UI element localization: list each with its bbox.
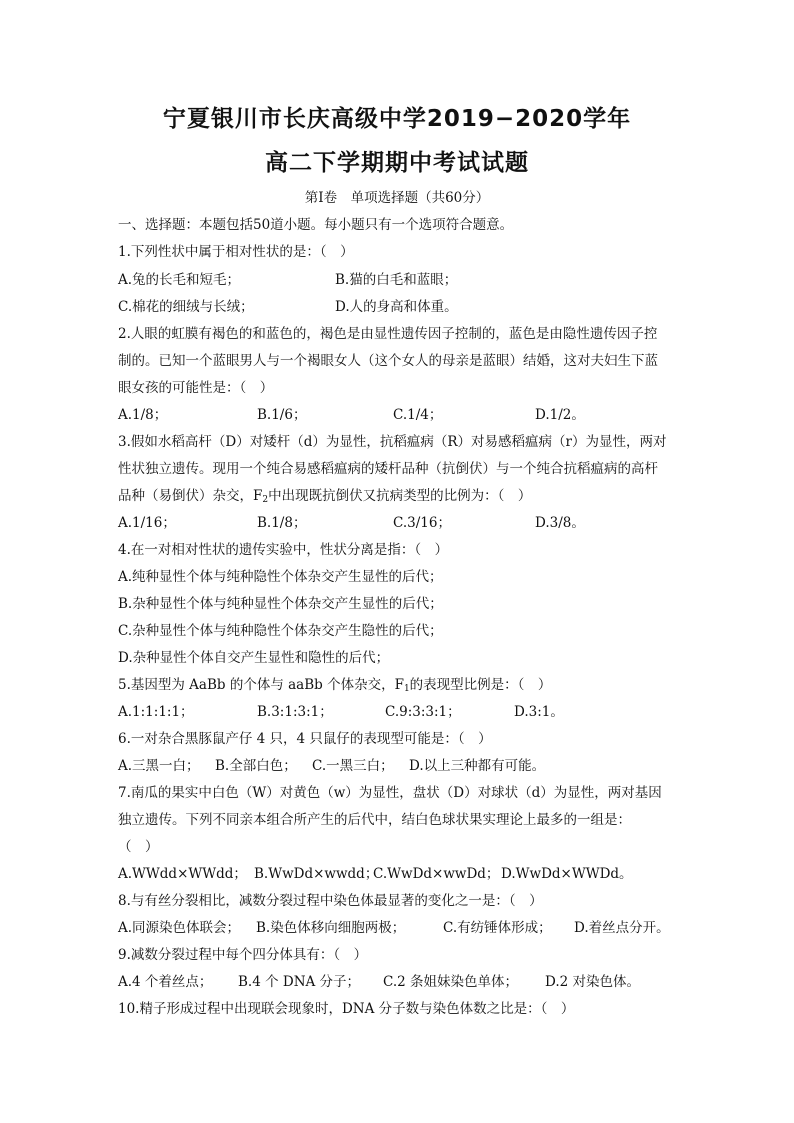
q10-stem: 10.精子形成过程中出现联会现象时，DNA 分子数与染色体数之比是：（ ）	[118, 1001, 575, 1017]
q8-stem: 8.与有丝分裂相比，减数分裂过程中染色体最显著的变化之一是：（ ）	[118, 893, 543, 909]
q1-option-d: D.人的身高和体重。	[335, 299, 458, 315]
q8-option-c: C.有纺锤体形成；	[443, 920, 552, 936]
q9-option-c: C.2 条姐妹染色单体；	[383, 974, 519, 990]
q7-stem-line2: 独立遗传。下列不同亲本组合所产生的后代中，结白色球状果实理论上最多的一组是：	[118, 812, 631, 828]
q5-stem: 5.基因型为 AaBb 的个体与 aaBb 个体杂交，$F_1$的表现型比例是：（ ）	[118, 677, 552, 694]
q2-option-b: B.1/6；	[257, 407, 307, 423]
q6-option-d: D.以上三种都有可能。	[409, 758, 546, 774]
q9-option-a: A.4 个着丝点；	[118, 974, 213, 990]
q5-option-b: B.3:1:3:1；	[257, 704, 333, 720]
exam-title-line1: 宁夏银川市长庆高级中学2019−2020学年	[162, 106, 632, 132]
q1-stem: 1.下列性状中属于相对性状的是：（ ）	[118, 244, 354, 260]
q5-option-c: C.9:3:3:1；	[385, 704, 461, 720]
q7-option-b: B.WwDd×wwdd；	[254, 866, 379, 882]
q4-option-a: A.纯种显性个体与纯种隐性个体杂交产生显性的后代；	[118, 569, 443, 585]
q3-option-b: B.1/8；	[257, 515, 307, 531]
q5-option-a: A.1:1:1:1；	[118, 704, 194, 720]
q6-option-a: A.三黑一白；	[118, 758, 200, 774]
q8-option-a: A.同源染色体联会；	[118, 920, 241, 936]
q7-stem-line1: 7.南瓜的果实中白色（W）对黄色（w）为显性，盘状（D）对球状（d）为显性，两对基因	[118, 785, 662, 801]
q8-option-b: B.染色体移向细胞两极；	[256, 920, 406, 936]
q2-option-c: C.1/4；	[393, 407, 443, 423]
q7-stem-line3: （ ）	[118, 839, 159, 855]
q2-stem-line1: 2.人眼的虹膜有褐色的和蓝色的，褐色是由显性遗传因子控制的，蓝色是由隐性遗传因子控	[118, 326, 658, 342]
q3-option-d: D.3/8。	[535, 515, 585, 531]
q6-stem: 6.一对杂合黑豚鼠产仔 4 只，4 只鼠仔的表现型可能是：（ ）	[118, 731, 492, 747]
q4-option-b: B.杂种显性个体与纯种显性个体杂交产生显性的后代；	[118, 596, 443, 612]
section-heading: 第Ⅰ卷 单项选择题（共60分）	[304, 190, 490, 206]
q9-option-b: B.4 个 DNA 分子；	[238, 974, 361, 990]
q6-option-b: B.全部白色；	[215, 758, 297, 774]
q2-option-a: A.1/8；	[118, 407, 168, 423]
q2-stem-line2: 制的。已知一个蓝眼男人与一个褐眼女人（这个女人的母亲是蓝眼）结婚，这对夫妇生下蓝	[118, 353, 658, 369]
instructions: 一、选择题：本题包括50道小题。每小题只有一个选项符合题意。	[118, 217, 514, 233]
q7-option-a: A.WWdd×WWdd；	[118, 866, 247, 882]
q1-option-c: C.棉花的细绒与长绒；	[118, 299, 254, 315]
q4-option-d: D.杂种显性个体自交产生显性和隐性的后代；	[118, 650, 390, 666]
q2-stem-line3: 眼女孩的可能性是：（ ）	[118, 380, 274, 396]
q9-stem: 9.减数分裂过程中每个四分体具有：（ ）	[118, 947, 368, 963]
q1-option-a: A.兔的长毛和短毛；	[118, 272, 241, 288]
q3-option-a: A.1/16；	[118, 515, 176, 531]
q6-option-c: C.一黑三白；	[312, 758, 394, 774]
q4-stem: 4.在一对相对性状的遗传实验中，性状分离是指：（ ）	[118, 542, 449, 558]
q7-option-c: C.WwDd×wwDd；	[373, 866, 500, 882]
q8-option-d: D.着丝点分开。	[574, 920, 670, 936]
q3-stem-line1: 3.假如水稻高杆（D）对矮杆（d）为显性，抗稻瘟病（R）对易感稻瘟病（r）为显性，两对	[118, 434, 667, 450]
q3-stem-line2: 性状独立遗传。现用一个纯合易感稻瘟病的矮杆品种（抗倒伏）与一个纯合抗稻瘟病的高杆	[118, 461, 658, 477]
q9-option-d: D.2 对染色体。	[545, 974, 641, 990]
q3-stem-line3: 品种（易倒伏）杂交，$F_2$中出现既抗倒伏又抗病类型的比例为：（ ）	[118, 488, 532, 505]
q4-option-c: C.杂种显性个体与纯种隐性个体杂交产生隐性的后代；	[118, 623, 443, 639]
q3-option-c: C.3/16；	[393, 515, 451, 531]
q7-option-d: D.WwDd×WWDd。	[501, 866, 633, 882]
q5-option-d: D.3:1。	[514, 704, 564, 720]
exam-title-line2: 高二下学期期中考试试题	[265, 150, 529, 176]
q2-option-d: D.1/2。	[535, 407, 585, 423]
q1-option-b: B.猫的白毛和蓝眼；	[335, 272, 458, 288]
